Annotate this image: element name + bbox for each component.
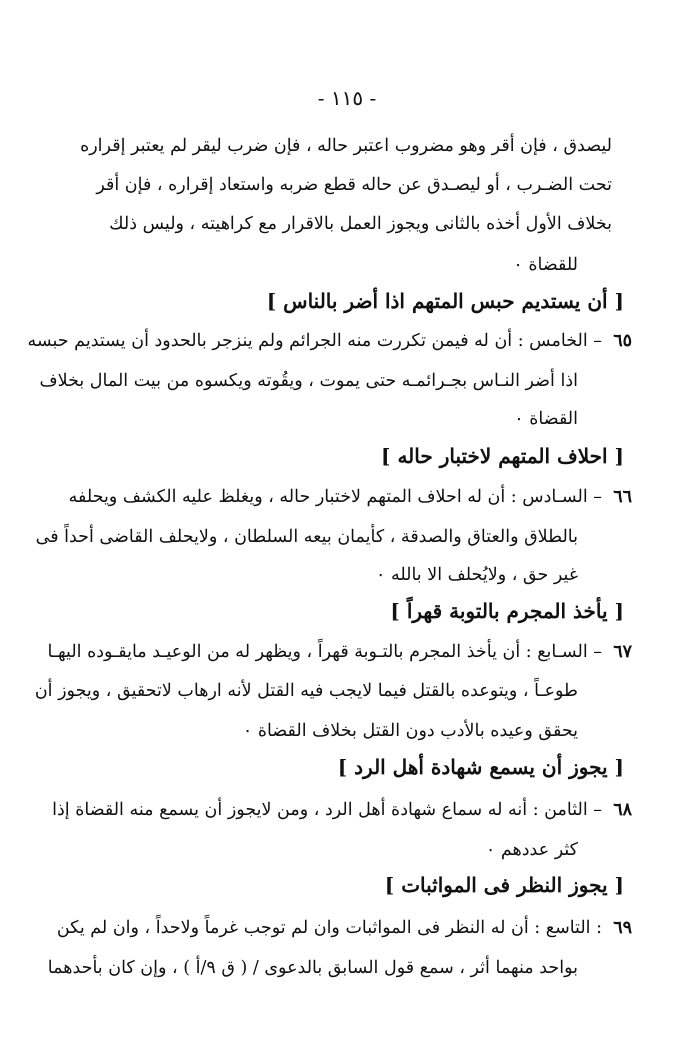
intro-line: للقضاة ٠: [513, 255, 578, 275]
intro-line: تحت الضـرب ، أو ليصـدق عن حاله قطع ضربه واستعاد إقراره ، فإن أقر: [96, 175, 612, 195]
section-line: – السـادس : أن له احلاف المتهم لاختبار حاله ، ويغلظ عليه الكشف ويحلفه: [68, 487, 602, 507]
section-line: كثر عددهم ٠: [485, 840, 578, 860]
intro-line: ليصدق ، فإن أقر وهو مضروب اعتبر حاله ، فإن ضرب ليقر لم يعتبر إقراره: [80, 136, 612, 156]
section-heading: [ يأخذ المجرم بالتوبة قهراً ]: [390, 599, 624, 623]
section-line: يحقق وعيده بالأدب دون القتل بخلاف القضاة ٠: [242, 721, 578, 741]
section-number: ٦٩: [613, 918, 632, 938]
section-line: – الخامس : أن له فيمن تكررت منه الجرائم ولم ينزجر بالحدود أن يستديم حبسه: [27, 331, 602, 351]
section-heading: [ احلاف المتهم لاختبار حاله ]: [381, 444, 624, 468]
intro-line: بخلاف الأول أخذه بالثانى ويجوز العمل بالاقرار مع كراهيته ، وليس ذلك: [109, 214, 612, 234]
section-line: القضاة ٠: [514, 409, 578, 429]
section-line: : التاسع : أن له النظر فى المواثبات وان لم توجب غرماً ولاحداً ، وان لم يكن: [56, 918, 602, 938]
section-line: بواحد منهما أثر ، سمع قول السابق بالدعوى / ( ق ٩/أ ) ، وإن كان بأحدهما: [47, 958, 578, 978]
section-heading: [ يجوز النظر فى المواثبات ]: [384, 873, 624, 897]
section-number: ٦٨: [613, 800, 632, 820]
section-line: اذا أضر النـاس بجـرائمـه حتى يموت ، ويقُوته ويكسوه من بيت المال بخلاف: [39, 371, 578, 391]
section-number: ٦٥: [613, 331, 632, 351]
section-line: بالطلاق والعتاق والصدقة ، كأيمان بيعه السلطان ، ولايحلف القاضى أحداً فى: [35, 527, 578, 547]
section-heading: [ أن يستديم حبس المتهم اذا أضر بالناس ]: [266, 289, 624, 313]
section-line: – السـابع : أن يأخذ المجرم بالتـوبة قهراً ، ويظهر له من الوعيـد مايقـوده اليهـا: [47, 642, 602, 662]
page-number: - ١١٥ -: [317, 86, 377, 110]
section-number: ٦٧: [613, 642, 632, 662]
section-heading: [ يجوز أن يسمع شهادة أهل الرد ]: [337, 755, 624, 779]
section-line: غير حق ، ولايُحلف الا بالله ٠: [376, 565, 578, 585]
section-line: طوعـاً ، ويتوعده بالقتل فيما لايجب فيه القتل لأنه ارهاب لاتحقيق ، ويجوز أن: [34, 681, 578, 701]
section-line: – الثامن : أنه له سماع شهادة أهل الرد ، ومن لايجوز أن يسمع منه القضاة إذا: [52, 800, 602, 820]
section-number: ٦٦: [613, 487, 632, 507]
